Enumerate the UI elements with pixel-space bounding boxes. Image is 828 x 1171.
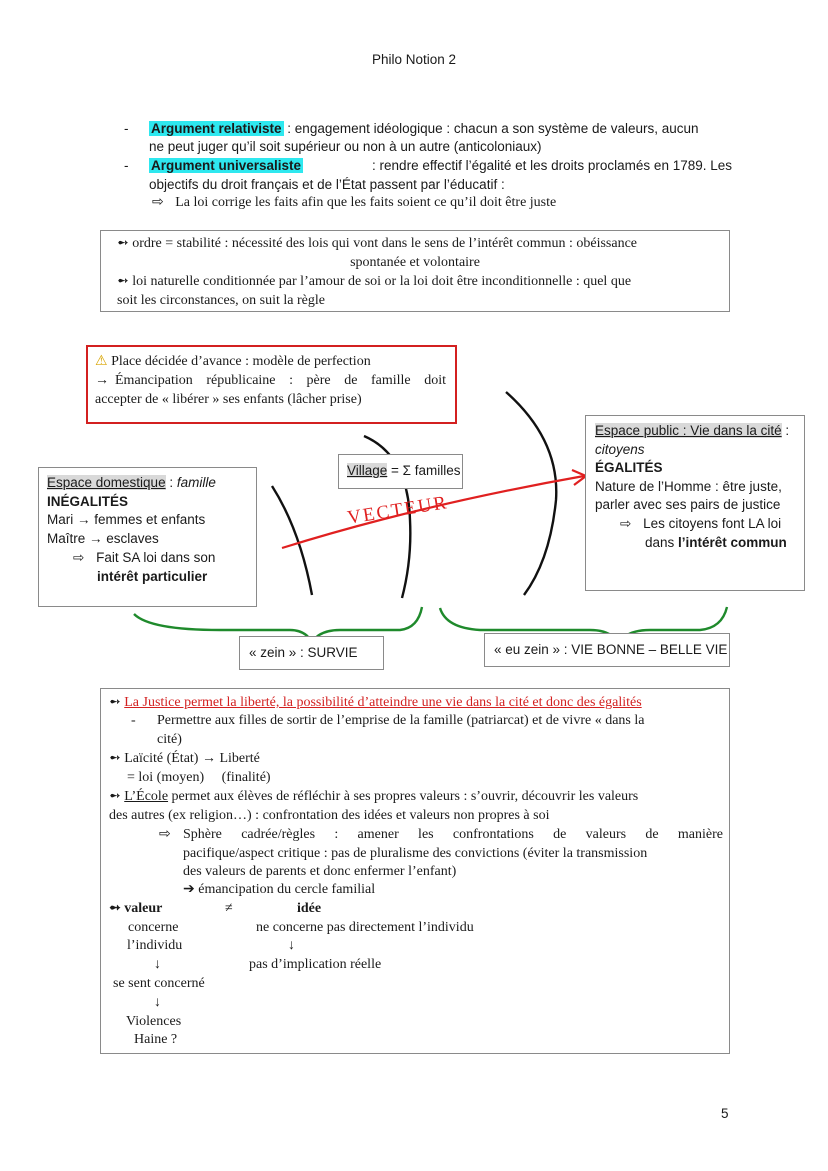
valeur: valeur xyxy=(124,901,163,916)
ecole-line-1: permet aux élèves de réfléchir à ses propres valeurs : s’ouvrir, découvrir les valeurs xyxy=(168,789,639,804)
justice-line: La Justice permet la liberté, la possibilité d’atteindre une vie dans la cité et donc des égalités xyxy=(124,695,642,710)
hate: Haine ? xyxy=(134,1032,178,1047)
domestic-title: Espace domestique xyxy=(47,475,166,490)
inequalities: INÉGALITÉS xyxy=(47,494,129,509)
violence: Violences xyxy=(126,1014,182,1029)
bullet-icon: ➻ xyxy=(109,901,121,916)
feels-concerned: se sent concerné xyxy=(113,976,205,991)
survival-box xyxy=(239,636,384,670)
domestic-row-3: Fait SA loi dans son xyxy=(96,550,216,565)
sphere-line-1: Sphère cadrée/règles : amener les confrontations de valeurs de manière xyxy=(183,827,723,842)
warning-icon: ⚠ xyxy=(95,354,108,369)
domestic-row-1b: femmes et enfants xyxy=(90,512,206,527)
laicite-a: Laïcité (État) xyxy=(124,751,202,766)
bullet-icon: ➻ xyxy=(109,695,121,710)
down-arrow-icon: ↓ xyxy=(154,957,161,972)
good-life-label: « eu zein » : VIE BONNE – BELLE VIE xyxy=(494,642,728,657)
ecole-line-2: des autres (ex religion…) : confrontation des idées et valeurs non propres à soi xyxy=(109,808,550,823)
order-line-4: soit les circonstances, on suit la règle xyxy=(117,293,325,308)
warning-line-3: accepter de « libérer » ses enfants (lâcher prise) xyxy=(95,392,362,407)
domestic-row-1a: Mari xyxy=(47,512,77,527)
domestic-family: famille xyxy=(176,475,216,490)
bullet-icon: ➻ xyxy=(117,236,129,251)
public-row-3: Les citoyens font LA loi xyxy=(643,516,782,531)
village-title: Village xyxy=(347,463,388,478)
domestic-row-2b: esclaves xyxy=(102,531,159,546)
arrow-icon: ⇨ xyxy=(159,827,171,842)
relativist-text: : engagement idéologique : chacun a son système de valeurs, aucun xyxy=(283,121,699,136)
concerne: concerne xyxy=(128,920,179,935)
domestic-title-sep: : xyxy=(165,475,177,490)
laicite-b: Liberté xyxy=(215,751,260,766)
page-title: Philo Notion 2 xyxy=(371,52,457,67)
order-line-1: ordre = stabilité : nécessité des lois qui vont dans le sens de l’intérêt commun : obéissance xyxy=(132,236,638,251)
public-row-2: parler avec ses pairs de justice xyxy=(595,497,781,512)
relativist-text-2: ne peut juger qu’il soit supérieur ou non à un autre (anticoloniaux) xyxy=(149,139,542,154)
frontier-curve-3 xyxy=(506,392,556,595)
girls-line-2: cité) xyxy=(157,732,182,747)
sphere-line-3: des valeurs de parents et donc enfermer l’enfant) xyxy=(183,864,457,879)
bullet-icon: ➻ xyxy=(109,789,121,804)
village-rest: = Σ familles xyxy=(387,463,461,478)
arrow-icon: ⇨ xyxy=(152,195,164,210)
dash: - xyxy=(124,158,129,173)
public-row-4a: dans xyxy=(645,535,679,550)
not-concern: ne concerne pas directement l’individu xyxy=(256,920,474,935)
public-row-4b: l’intérêt commun xyxy=(678,535,787,550)
arrow-icon: → xyxy=(201,751,216,766)
down-arrow-icon: ↓ xyxy=(288,938,295,953)
emancipation: émancipation du cercle familial xyxy=(198,882,376,897)
girls-line-1: Permettre aux filles de sortir de l’emprise de la famille (patriarcat) et de vivre « dans la xyxy=(157,713,645,728)
warning-box xyxy=(86,345,457,424)
warning-line-1: Place décidée d’avance : modèle de perfection xyxy=(111,354,371,369)
vector-label: VECTEUR xyxy=(346,492,450,529)
equalities: ÉGALITÉS xyxy=(595,460,663,475)
public-row-1: Nature de l’Homme : être juste, xyxy=(595,479,782,494)
order-line-3: loi naturelle conditionnée par l’amour de soi or la loi doit être inconditionnelle : quel que xyxy=(132,274,632,289)
relativist-term: Argument relativiste xyxy=(151,121,282,136)
public-box xyxy=(585,415,805,591)
good-life-box xyxy=(484,633,730,667)
arrow-icon: ⇨ xyxy=(620,516,632,531)
universalist-conclusion: La loi corrige les faits afin que les faits soient ce qu’il doit être juste xyxy=(175,195,557,210)
public-title-sep: : xyxy=(781,423,790,438)
warning-line-2: Émancipation républicaine : père de famille doit xyxy=(115,373,446,388)
survival-label: « zein » : SURVIE xyxy=(249,645,358,660)
page-number: 5 xyxy=(721,1106,729,1121)
bullet-icon: ➻ xyxy=(117,274,129,289)
bullet-icon: ➻ xyxy=(109,751,121,766)
domestic-row-4: intérêt particulier xyxy=(97,569,208,584)
neq-sign: ≠ xyxy=(225,901,233,916)
justice-box xyxy=(100,688,730,1054)
idee: idée xyxy=(297,901,322,916)
public-title: Espace public : Vie dans la cité xyxy=(595,423,782,438)
domestic-box xyxy=(38,467,257,607)
universalist-text-2: objectifs du droit français et de l’État passent par l’éducatif : xyxy=(149,177,505,192)
arrow-icon: ⇨ xyxy=(73,550,85,565)
arrow-icon: → xyxy=(77,512,91,527)
citizens: citoyens xyxy=(595,442,645,457)
arrow-icon: → xyxy=(89,531,103,546)
dash: - xyxy=(131,713,136,728)
down-arrow-icon: ↓ xyxy=(154,995,161,1010)
sphere-line-2: pacifique/aspect critique : pas de pluralisme des convictions (éviter la transmission xyxy=(183,846,648,861)
no-implication: pas d’implication réelle xyxy=(249,957,382,972)
universalist-term: Argument universaliste xyxy=(151,158,302,173)
domestic-row-2a: Maître xyxy=(47,531,90,546)
order-line-2: spontanée et volontaire xyxy=(350,255,480,270)
loi-line: = loi (moyen) (finalité) xyxy=(127,770,271,785)
village-box xyxy=(338,454,463,489)
dash: - xyxy=(124,121,129,136)
individu: l’individu xyxy=(127,938,183,953)
ecole-term: L’École xyxy=(124,789,169,804)
arrow-icon: ➔ xyxy=(183,882,195,897)
universalist-text: : rendre effectif l’égalité et les droits proclamés en 1789. Les xyxy=(368,158,732,173)
arrow-icon: → xyxy=(95,373,109,388)
